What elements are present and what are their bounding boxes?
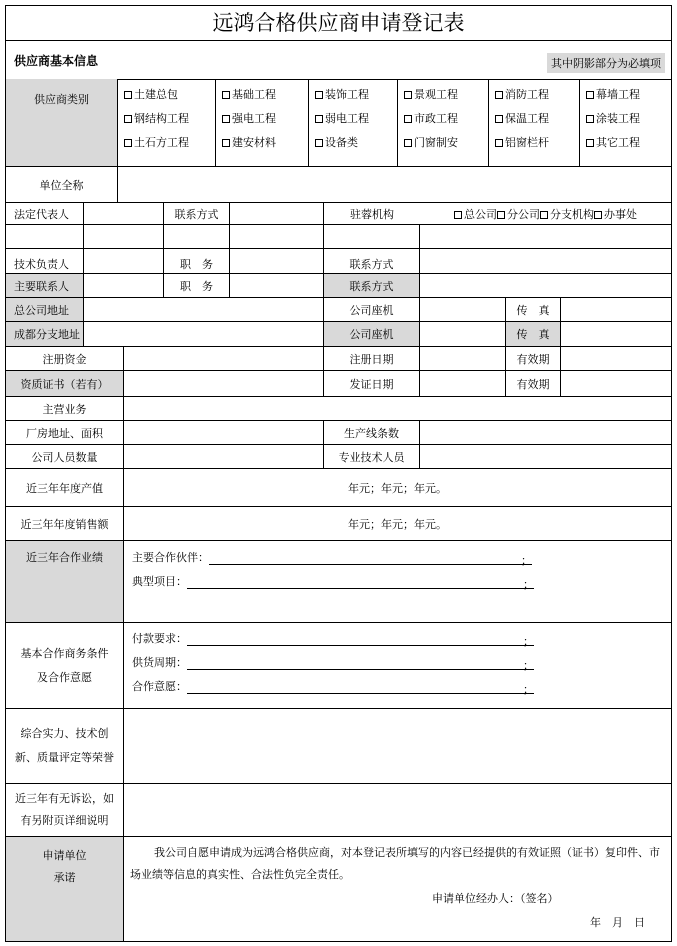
commit-label-line1: 申请单位 [42, 849, 87, 862]
validity-label-1: 有效期 [506, 347, 561, 371]
hq-address-input[interactable] [84, 298, 324, 322]
staff-count-label: 公司人员数量 [6, 445, 124, 469]
terms-label [6, 623, 124, 709]
willingness-label: 合作意愿： [132, 680, 187, 693]
category-option-label: 强电工程 [232, 112, 276, 125]
terms-label-line1: 基本合作商务条件 [20, 646, 109, 660]
contact-label-3: 联系方式 [324, 274, 420, 298]
fax-label-1: 传 真 [506, 298, 561, 322]
category-option-label: 弱电工程 [325, 112, 369, 125]
lawsuit-input[interactable] [124, 784, 671, 837]
checkbox-icon[interactable] [124, 139, 132, 147]
output-value[interactable]: 年元；年元；年元。 [124, 469, 671, 507]
contact-input-2[interactable] [420, 249, 671, 274]
tech-staff-input[interactable] [420, 445, 671, 469]
position-label-1: 职 务 [164, 249, 230, 274]
category-option[interactable] [404, 134, 458, 150]
fax-label-2: 传 真 [506, 322, 561, 347]
category-option-label: 门窗制安 [414, 136, 458, 149]
checkbox-icon[interactable] [495, 139, 503, 147]
category-option[interactable] [495, 134, 549, 150]
phone-label-2: 公司座机 [324, 322, 420, 347]
main-business-input[interactable] [124, 397, 671, 421]
category-option[interactable] [124, 134, 189, 150]
commit-label-line2: 承诺 [53, 871, 76, 884]
reg-capital-label: 注册资金 [6, 347, 124, 371]
qualification-input[interactable] [124, 371, 324, 397]
signer-label: 申请单位经办人：（签名） [432, 892, 559, 905]
blank-cell[interactable] [420, 225, 671, 249]
semicolon: ； [521, 554, 532, 567]
payment-blank[interactable] [187, 633, 523, 646]
category-option[interactable] [222, 86, 276, 102]
category-option-label: 市政工程 [414, 112, 458, 125]
blank-cell[interactable] [324, 225, 420, 249]
org-option-label: 办事处 [604, 207, 637, 221]
checkbox-icon[interactable] [315, 115, 323, 123]
contact-input-1[interactable] [230, 203, 324, 225]
main-contact-label: 主要联系人 [6, 274, 84, 298]
semicolon: ； [523, 659, 534, 672]
qualification-label: 资质证书（若有） [6, 371, 124, 397]
category-option[interactable] [315, 86, 369, 102]
staff-count-input[interactable] [124, 445, 324, 469]
checkbox-icon[interactable] [222, 115, 230, 123]
category-option-label: 钢结构工程 [134, 112, 189, 125]
org-option-label: 分支机构 [550, 207, 594, 221]
chengdu-address-input[interactable] [84, 322, 324, 347]
chengdu-address-label: 成都分支地址 [6, 322, 84, 347]
semicolon: ； [523, 578, 534, 591]
page-title: 远鸿合格供应商申请登记表 [6, 6, 671, 41]
projects-row[interactable] [132, 573, 534, 589]
checkbox-icon[interactable] [594, 211, 602, 219]
checkbox-icon[interactable] [315, 91, 323, 99]
category-option-label: 其它工程 [596, 136, 640, 149]
performance-label: 近三年合作业绩 [6, 541, 124, 623]
blank-cell[interactable] [6, 225, 84, 249]
commit-label [6, 837, 124, 941]
category-option[interactable] [586, 134, 640, 150]
phone-input-1[interactable] [420, 298, 506, 322]
validity-input-1[interactable] [561, 347, 671, 371]
position-label-2: 职 务 [164, 274, 230, 298]
category-option[interactable] [222, 110, 276, 126]
position-input-1[interactable] [230, 249, 324, 274]
category-option[interactable] [124, 86, 178, 102]
category-option[interactable] [495, 110, 549, 126]
category-option[interactable] [586, 110, 640, 126]
position-input-2[interactable] [230, 274, 324, 298]
validity-label-2: 有效期 [506, 371, 561, 397]
checkbox-icon[interactable] [495, 115, 503, 123]
factory-label: 厂房地址、面积 [6, 421, 124, 445]
checkbox-icon[interactable] [497, 211, 505, 219]
issue-date-input[interactable] [420, 371, 506, 397]
strength-label: 综合实力、技术创新、质量评定等荣誉 [6, 709, 124, 784]
semicolon: ； [523, 635, 534, 648]
category-option-label: 景观工程 [414, 88, 458, 101]
main-contact-input[interactable] [84, 274, 164, 298]
company-name-input[interactable] [118, 167, 671, 203]
required-note: 其中阴影部分为必填项 [547, 53, 665, 73]
category-option[interactable] [124, 110, 189, 126]
supply-blank[interactable] [187, 657, 523, 670]
partners-label: 主要合作伙伴： [132, 551, 209, 564]
reg-date-label: 注册日期 [324, 347, 420, 371]
date-label: 年 月 日 [590, 916, 645, 929]
fax-input-1[interactable] [561, 298, 671, 322]
category-option[interactable] [586, 86, 640, 102]
category-option[interactable] [315, 134, 358, 150]
category-option-label: 建安材料 [232, 136, 276, 149]
fax-input-2[interactable] [561, 322, 671, 347]
category-label: 供应商类别 [6, 79, 118, 167]
category-option-label: 铝窗栏杆 [505, 136, 549, 149]
checkbox-icon[interactable] [404, 115, 412, 123]
supplier-form [5, 5, 672, 942]
org-option-label: 总公司 [464, 207, 497, 221]
output-label: 近三年年度产值 [6, 469, 124, 507]
tech-staff-label: 专业技术人员 [324, 445, 420, 469]
projects-label: 典型项目： [132, 575, 187, 588]
category-option[interactable] [495, 86, 549, 102]
terms-label-line2: 及合作意愿 [37, 670, 92, 684]
production-lines-input[interactable] [420, 421, 671, 445]
contact-label-2: 联系方式 [324, 249, 420, 274]
category-option-label: 装饰工程 [325, 88, 369, 101]
org-option-label: 分公司 [507, 207, 540, 221]
checkbox-icon[interactable] [454, 211, 462, 219]
category-option-label: 保温工程 [505, 112, 549, 125]
commit-text: 我公司自愿申请成为远鸿合格供应商，对本登记表所填写的内容已经提供的有效证照（证书）复印件、市场业绩等信息的真实性、合法性负完全责任。 [130, 846, 660, 881]
hq-address-label: 总公司地址 [6, 298, 84, 322]
company-name-label: 单位全称 [6, 167, 118, 203]
category-option[interactable] [315, 110, 369, 126]
blank-cell[interactable] [84, 225, 164, 249]
issue-date-label: 发证日期 [324, 371, 420, 397]
contact-input-3[interactable] [420, 274, 671, 298]
contact-label-1: 联系方式 [164, 203, 230, 225]
sales-value[interactable]: 年元；年元；年元。 [124, 507, 671, 541]
willingness-row[interactable] [132, 678, 534, 694]
semicolon: ； [523, 683, 534, 696]
phone-label-1: 公司座机 [324, 298, 420, 322]
tech-lead-input[interactable] [84, 249, 164, 274]
checkbox-icon[interactable] [222, 139, 230, 147]
category-option[interactable] [404, 110, 458, 126]
reg-date-input[interactable] [420, 347, 506, 371]
checkbox-icon[interactable] [586, 91, 594, 99]
supply-label: 供货周期： [132, 656, 187, 669]
partners-row[interactable] [132, 549, 532, 565]
category-option-label: 基础工程 [232, 88, 276, 101]
checkbox-icon[interactable] [586, 139, 594, 147]
reg-capital-input[interactable] [124, 347, 324, 371]
lawsuit-label: 近三年有无诉讼，如有另附页详细说明 [6, 784, 124, 837]
checkbox-icon[interactable] [222, 91, 230, 99]
main-business-label: 主营业务 [6, 397, 124, 421]
category-option-label: 消防工程 [505, 88, 549, 101]
category-option[interactable] [222, 134, 276, 150]
factory-input[interactable] [124, 421, 324, 445]
payment-label: 付款要求： [132, 632, 187, 645]
sales-label: 近三年年度销售额 [6, 507, 124, 541]
willingness-blank[interactable] [187, 681, 523, 694]
checkbox-icon[interactable] [495, 91, 503, 99]
category-option-label: 涂装工程 [596, 112, 640, 125]
org-options [420, 203, 671, 225]
category-option-label: 幕墙工程 [596, 88, 640, 101]
checkbox-icon[interactable] [124, 115, 132, 123]
production-lines-label: 生产线条数 [324, 421, 420, 445]
section-label: 供应商基本信息 [14, 54, 99, 68]
checkbox-icon[interactable] [315, 139, 323, 147]
blank-cell[interactable] [164, 225, 230, 249]
payment-row[interactable] [132, 630, 534, 646]
projects-blank[interactable] [187, 576, 523, 589]
legal-rep-input[interactable] [84, 203, 164, 225]
tech-lead-label: 技术负责人 [6, 249, 84, 274]
legal-rep-label: 法定代表人 [6, 203, 84, 225]
blank-cell[interactable] [230, 225, 324, 249]
checkbox-icon[interactable] [404, 139, 412, 147]
strength-input[interactable] [124, 709, 671, 784]
supply-row[interactable] [132, 654, 534, 670]
checkbox-icon[interactable] [404, 91, 412, 99]
section-header [6, 40, 671, 80]
partners-blank[interactable] [209, 552, 521, 565]
validity-input-2[interactable] [561, 371, 671, 397]
checkbox-icon[interactable] [586, 115, 594, 123]
category-option-label: 土建总包 [134, 88, 178, 101]
phone-input-2[interactable] [420, 322, 506, 347]
resident-org-label: 驻蓉机构 [324, 203, 420, 225]
category-option[interactable] [404, 86, 458, 102]
checkbox-icon[interactable] [540, 211, 548, 219]
category-option-label: 土石方工程 [134, 136, 189, 149]
category-option-label: 设备类 [325, 136, 358, 149]
checkbox-icon[interactable] [124, 91, 132, 99]
